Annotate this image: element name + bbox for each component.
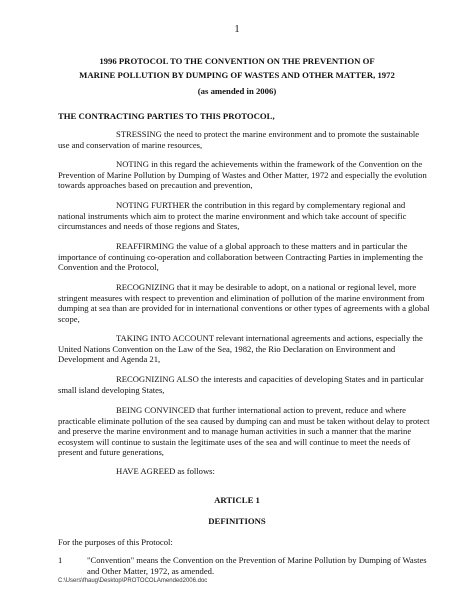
definition-item-text: "Convention" means the Convention on the Prevention of Marine Pollution by Dumping of Wastes and Other Matter, 1972, as amended.	[87, 555, 427, 576]
definition-item	[58, 555, 430, 576]
paragraph-recognizing-also: RECOGNIZING ALSO the interests and capacities of developing States and in particular small island developing States,	[58, 374, 424, 395]
parties-heading: THE CONTRACTING PARTIES TO THIS PROTOCOL,	[58, 111, 275, 121]
paragraph-recognizing: RECOGNIZING that it may be desirable to adopt, on a national or regional level, more stringent measures with respect to prevention and elimination of pollution of the marine environment from dumping at sea than are provided for in international conventions or other types of agreements with a global scope,	[58, 282, 430, 324]
paragraph-noting-further: NOTING FURTHER the contribution in this regard by complementary regional and national instruments which aim to protect the marine environment and which take account of specific circumstances and needs of those regions and States,	[58, 200, 407, 232]
paragraph-have-agreed: HAVE AGREED as follows:	[116, 466, 215, 476]
definition-item-number: 1	[58, 555, 63, 565]
paragraph-noting: NOTING in this regard the achievements within the framework of the Convention on the Prevention of Marine Pollution by Dumping of Wastes and Other Matter, 1972 and especially the evolution towards approaches based on precaution and prevention,	[58, 159, 427, 191]
page-number: 1	[234, 24, 240, 35]
document-title	[20, 55, 454, 82]
footer-file-path: C:\Users\fhaug\Desktop\PROTOCOLAmended2006.doc	[58, 578, 208, 584]
article-heading: ARTICLE 1	[214, 495, 260, 505]
paragraph-reaffirming: REAFFIRMING the value of a global approach to these matters and in particular the importance of continuing co-operation and collaboration between Contracting Parties in implementing the Convention and the Protocol,	[58, 241, 423, 273]
title-line-1: 1996 PROTOCOL TO THE CONVENTION ON THE PREVENTION OF	[99, 56, 375, 66]
purposes-text: For the purposes of this Protocol:	[58, 537, 173, 547]
paragraph-taking-into-account: TAKING INTO ACCOUNT relevant international agreements and actions, especially the United Nations Convention on the Law of the Sea, 1982, the Rio Declaration on Environment and Development and Agenda 21,	[58, 333, 423, 365]
amended-note: (as amended in 2006)	[197, 86, 277, 96]
paragraph-stressing: STRESSING the need to protect the marine environment and to promote the sustainable use and conservation of marine resources,	[58, 129, 420, 150]
title-line-2: MARINE POLLUTION BY DUMPING OF WASTES AND OTHER MATTER, 1972	[79, 69, 395, 80]
definitions-heading: DEFINITIONS	[208, 516, 266, 526]
paragraph-being-convinced: BEING CONVINCED that further international action to prevent, reduce and where practicable eliminate pollution of the sea caused by dumping can and must be taken without delay to protect and preserve the marine environment and to manage human activities in such a manner that the marine ecosystem will continue to sustain the legitimate uses of the sea and will continue to meet the needs of present and future generations,	[58, 405, 430, 458]
